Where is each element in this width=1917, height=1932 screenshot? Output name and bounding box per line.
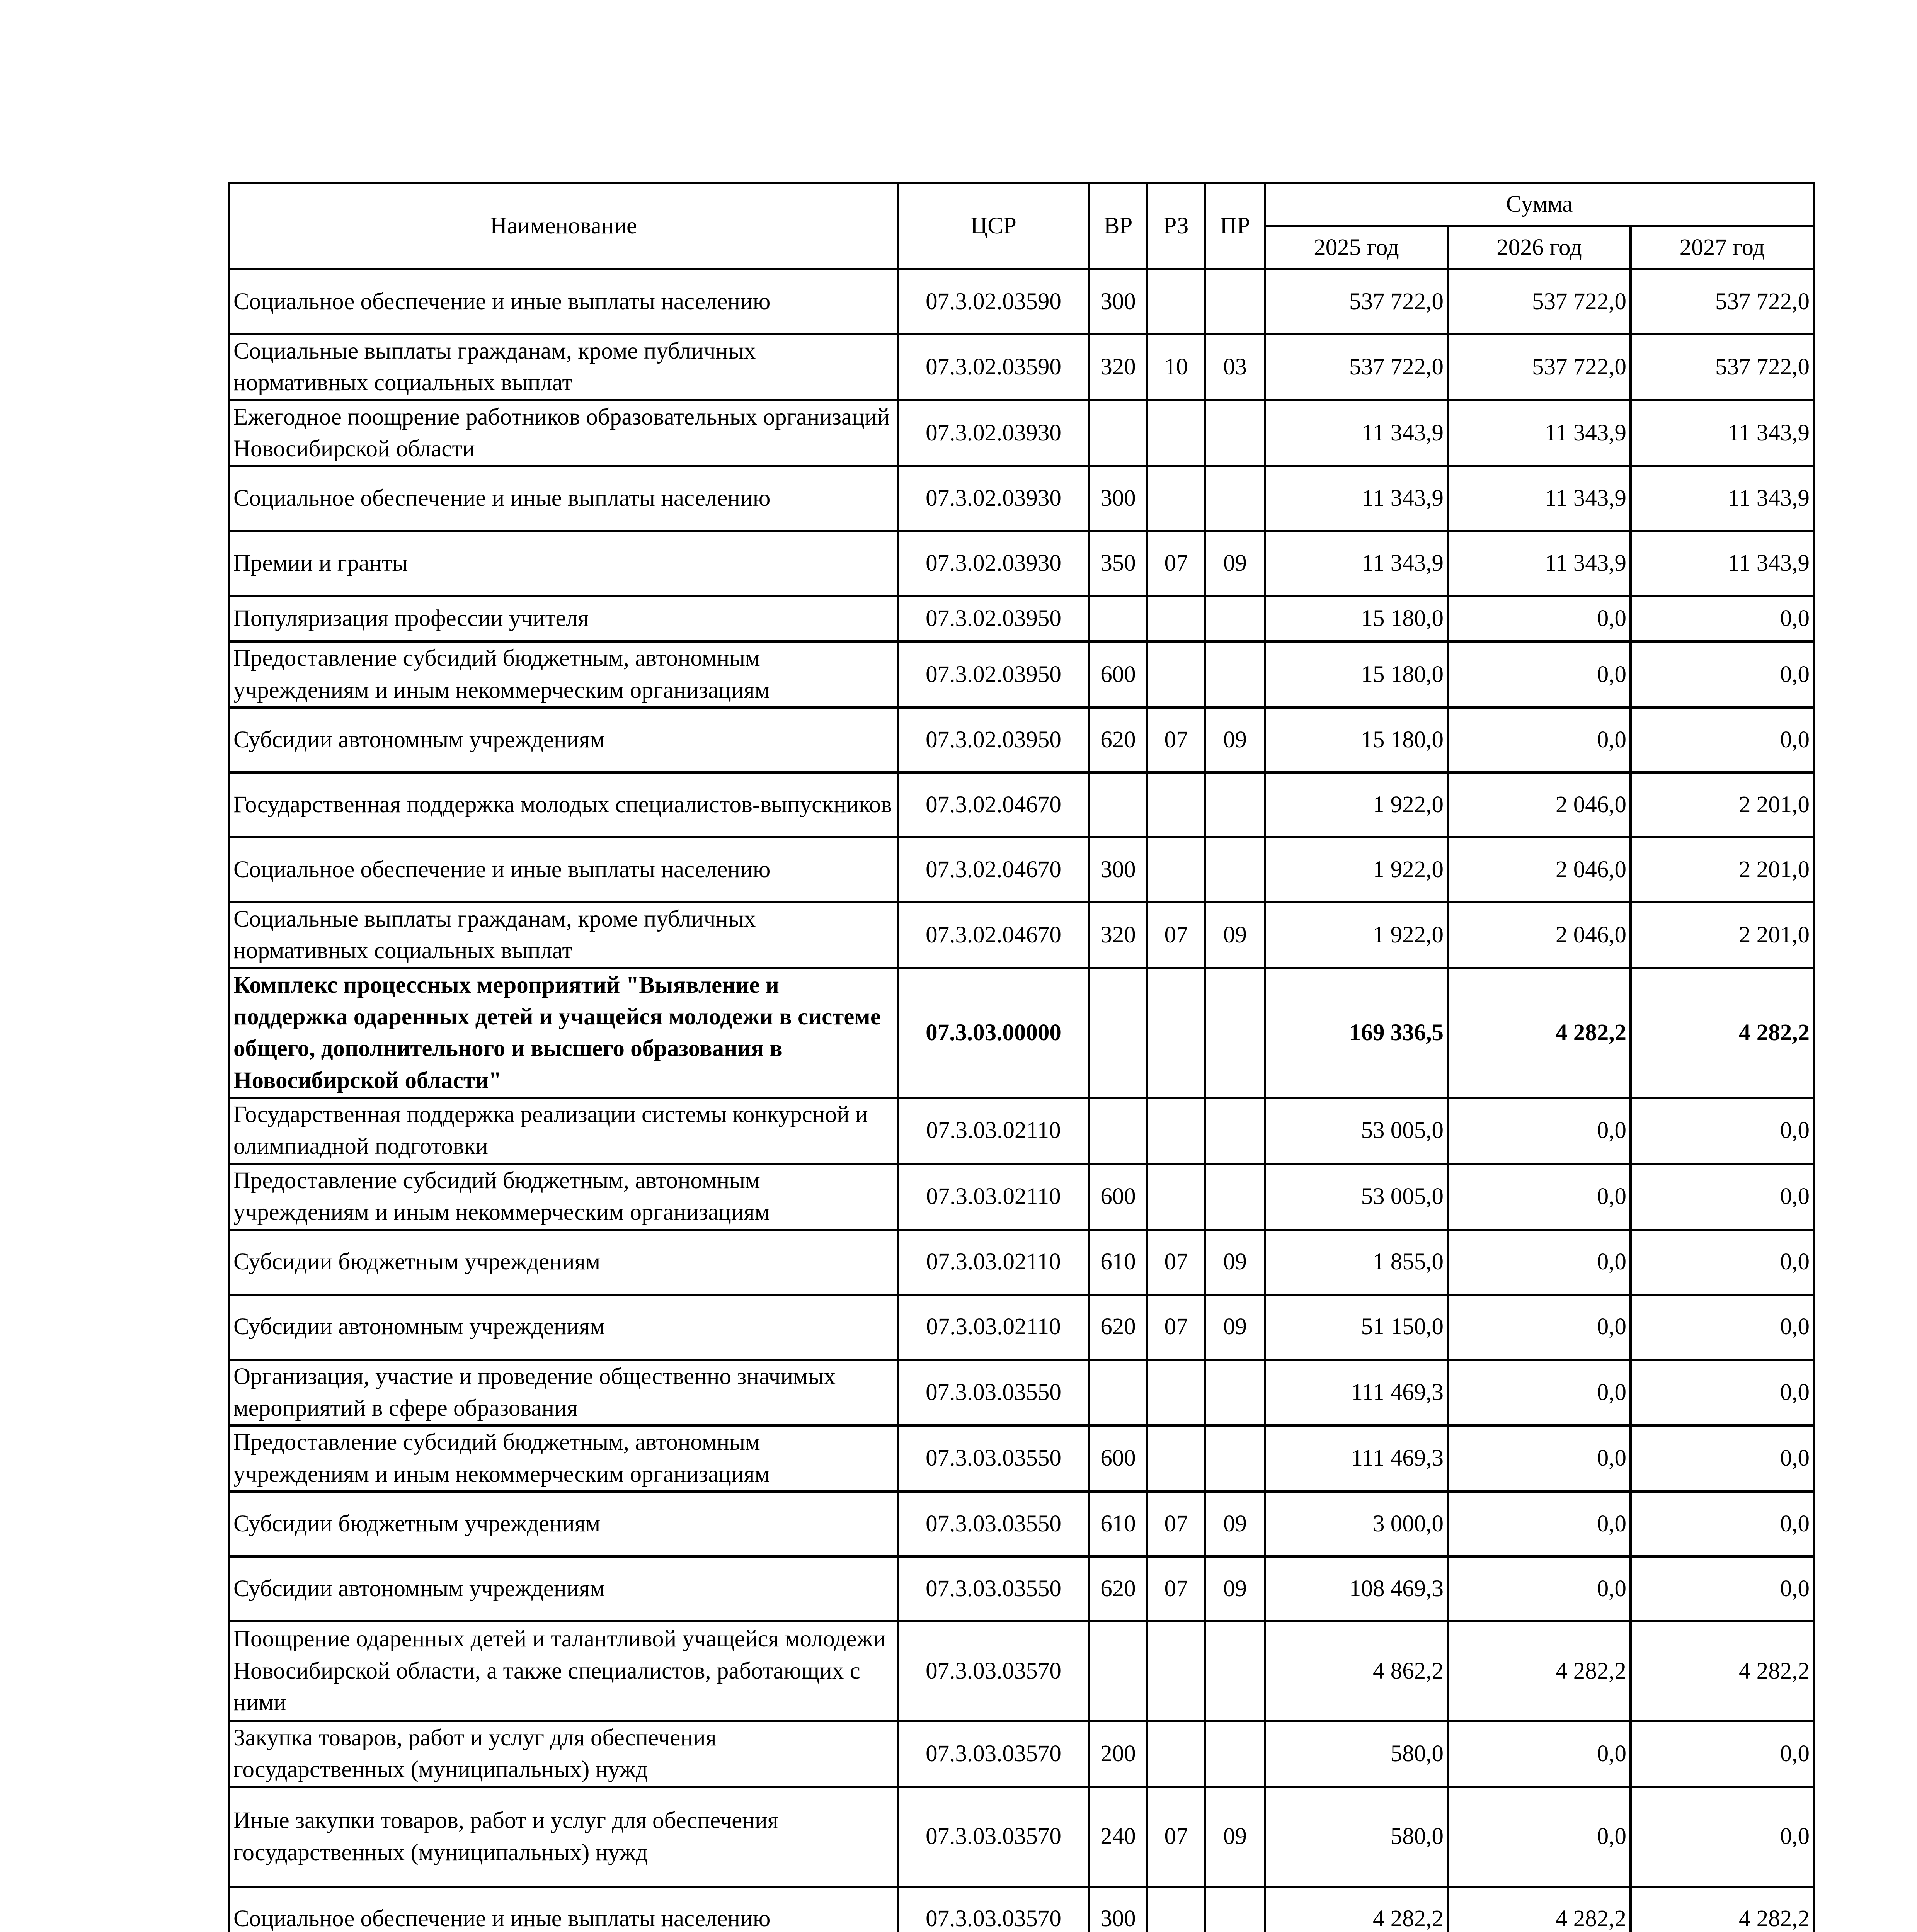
cell-vr: 620 <box>1089 1295 1147 1360</box>
cell-rz: 07 <box>1147 1556 1205 1621</box>
cell-csr: 07.3.02.04670 <box>898 902 1089 968</box>
cell-y2025: 53 005,0 <box>1265 1098 1448 1164</box>
cell-y2027: 4 282,2 <box>1631 1887 1814 1932</box>
cell-y2025: 537 722,0 <box>1265 269 1448 334</box>
cell-y2025: 3 000,0 <box>1265 1492 1448 1556</box>
cell-pr <box>1205 400 1265 466</box>
header-year-2026: 2026 год <box>1448 226 1631 269</box>
cell-name: Социальное обеспечение и иные выплаты населению <box>229 269 898 334</box>
cell-y2026: 2 046,0 <box>1448 772 1631 837</box>
cell-vr <box>1089 968 1147 1098</box>
cell-rz <box>1147 1098 1205 1164</box>
cell-csr: 07.3.02.04670 <box>898 772 1089 837</box>
cell-vr: 200 <box>1089 1721 1147 1787</box>
cell-rz: 07 <box>1147 707 1205 772</box>
cell-y2027: 2 201,0 <box>1631 837 1814 902</box>
cell-y2026: 0,0 <box>1448 1295 1631 1360</box>
cell-pr <box>1205 596 1265 641</box>
cell-name: Социальные выплаты гражданам, кроме публичных нормативных социальных выплат <box>229 902 898 968</box>
cell-csr: 07.3.03.03550 <box>898 1425 1089 1492</box>
cell-rz: 07 <box>1147 531 1205 596</box>
cell-rz <box>1147 641 1205 707</box>
cell-vr: 620 <box>1089 1556 1147 1621</box>
cell-y2026: 537 722,0 <box>1448 269 1631 334</box>
table-row <box>229 1230 1814 1295</box>
table-row <box>229 772 1814 837</box>
cell-y2026: 537 722,0 <box>1448 334 1631 400</box>
table-row <box>229 1621 1814 1721</box>
cell-y2026: 0,0 <box>1448 1787 1631 1887</box>
cell-csr: 07.3.03.02110 <box>898 1295 1089 1360</box>
cell-y2026: 0,0 <box>1448 1230 1631 1295</box>
header-vr: ВР <box>1089 183 1147 269</box>
cell-rz <box>1147 1621 1205 1721</box>
cell-pr: 09 <box>1205 1787 1265 1887</box>
cell-name: Ежегодное поощрение работников образовательных организаций Новосибирской области <box>229 400 898 466</box>
cell-y2027: 0,0 <box>1631 1230 1814 1295</box>
header-rz: РЗ <box>1147 183 1205 269</box>
cell-pr <box>1205 1425 1265 1492</box>
table-row <box>229 1887 1814 1932</box>
cell-vr: 620 <box>1089 707 1147 772</box>
cell-y2025: 111 469,3 <box>1265 1425 1448 1492</box>
cell-y2027: 4 282,2 <box>1631 968 1814 1098</box>
cell-pr <box>1205 466 1265 531</box>
cell-y2027: 0,0 <box>1631 641 1814 707</box>
cell-csr: 07.3.02.03930 <box>898 531 1089 596</box>
cell-rz <box>1147 1721 1205 1787</box>
cell-name: Организация, участие и проведение общественно значимых мероприятий в сфере образования <box>229 1360 898 1426</box>
cell-y2026: 11 343,9 <box>1448 531 1631 596</box>
cell-pr <box>1205 1721 1265 1787</box>
header-sum: Сумма <box>1265 183 1814 226</box>
table-row <box>229 1556 1814 1621</box>
cell-y2027: 537 722,0 <box>1631 269 1814 334</box>
cell-rz: 07 <box>1147 1295 1205 1360</box>
cell-y2025: 111 469,3 <box>1265 1360 1448 1426</box>
cell-vr <box>1089 1098 1147 1164</box>
table-row <box>229 466 1814 531</box>
cell-name: Премии и гранты <box>229 531 898 596</box>
cell-rz <box>1147 1360 1205 1426</box>
cell-y2026: 0,0 <box>1448 707 1631 772</box>
cell-rz <box>1147 400 1205 466</box>
cell-rz <box>1147 269 1205 334</box>
table-row <box>229 707 1814 772</box>
cell-vr: 300 <box>1089 837 1147 902</box>
cell-y2025: 1 922,0 <box>1265 772 1448 837</box>
cell-rz <box>1147 1425 1205 1492</box>
cell-name: Предоставление субсидий бюджетным, автономным учреждениям и иным некоммерческим организациям <box>229 641 898 707</box>
cell-y2025: 15 180,0 <box>1265 641 1448 707</box>
cell-csr: 07.3.02.04670 <box>898 837 1089 902</box>
cell-name: Субсидии автономным учреждениям <box>229 1556 898 1621</box>
cell-y2026: 4 282,2 <box>1448 1621 1631 1721</box>
table-row <box>229 902 1814 968</box>
cell-pr: 09 <box>1205 902 1265 968</box>
cell-y2027: 0,0 <box>1631 1098 1814 1164</box>
cell-y2025: 15 180,0 <box>1265 596 1448 641</box>
cell-y2025: 108 469,3 <box>1265 1556 1448 1621</box>
cell-pr <box>1205 1098 1265 1164</box>
cell-y2027: 0,0 <box>1631 707 1814 772</box>
cell-pr: 09 <box>1205 1295 1265 1360</box>
table-row <box>229 1164 1814 1230</box>
table-row <box>229 1098 1814 1164</box>
cell-name: Государственная поддержка молодых специалистов-выпускников <box>229 772 898 837</box>
cell-rz: 07 <box>1147 1230 1205 1295</box>
cell-pr <box>1205 772 1265 837</box>
cell-y2026: 11 343,9 <box>1448 400 1631 466</box>
cell-vr: 610 <box>1089 1230 1147 1295</box>
cell-y2026: 0,0 <box>1448 641 1631 707</box>
cell-vr <box>1089 1360 1147 1426</box>
cell-rz <box>1147 1164 1205 1230</box>
cell-vr: 320 <box>1089 902 1147 968</box>
cell-pr: 09 <box>1205 1230 1265 1295</box>
table-row <box>229 1360 1814 1426</box>
table-header <box>229 183 1814 269</box>
cell-name: Субсидии бюджетным учреждениям <box>229 1230 898 1295</box>
cell-y2027: 0,0 <box>1631 1721 1814 1787</box>
cell-pr <box>1205 1621 1265 1721</box>
cell-y2025: 1 922,0 <box>1265 902 1448 968</box>
cell-rz <box>1147 772 1205 837</box>
cell-y2027: 2 201,0 <box>1631 772 1814 837</box>
cell-pr: 09 <box>1205 1556 1265 1621</box>
cell-y2027: 0,0 <box>1631 1360 1814 1426</box>
cell-y2026: 0,0 <box>1448 1360 1631 1426</box>
cell-rz <box>1147 837 1205 902</box>
cell-y2026: 0,0 <box>1448 596 1631 641</box>
cell-pr <box>1205 1360 1265 1426</box>
cell-pr: 09 <box>1205 707 1265 772</box>
cell-name: Субсидии бюджетным учреждениям <box>229 1492 898 1556</box>
cell-rz: 10 <box>1147 334 1205 400</box>
cell-vr: 300 <box>1089 1887 1147 1932</box>
cell-y2027: 0,0 <box>1631 1425 1814 1492</box>
cell-name: Закупка товаров, работ и услуг для обеспечения государственных (муниципальных) нужд <box>229 1721 898 1787</box>
cell-name: Популяризация профессии учителя <box>229 596 898 641</box>
cell-csr: 07.3.02.03950 <box>898 707 1089 772</box>
cell-csr: 07.3.03.00000 <box>898 968 1089 1098</box>
cell-y2025: 53 005,0 <box>1265 1164 1448 1230</box>
cell-y2025: 51 150,0 <box>1265 1295 1448 1360</box>
cell-y2026: 4 282,2 <box>1448 1887 1631 1932</box>
cell-name: Предоставление субсидий бюджетным, автономным учреждениям и иным некоммерческим организациям <box>229 1425 898 1492</box>
cell-y2025: 11 343,9 <box>1265 400 1448 466</box>
cell-pr: 09 <box>1205 531 1265 596</box>
cell-pr <box>1205 968 1265 1098</box>
cell-pr: 03 <box>1205 334 1265 400</box>
header-pr: ПР <box>1205 183 1265 269</box>
cell-csr: 07.3.02.03930 <box>898 466 1089 531</box>
cell-y2025: 169 336,5 <box>1265 968 1448 1098</box>
cell-y2027: 537 722,0 <box>1631 334 1814 400</box>
cell-csr: 07.3.03.02110 <box>898 1164 1089 1230</box>
cell-y2027: 2 201,0 <box>1631 902 1814 968</box>
cell-y2025: 1 922,0 <box>1265 837 1448 902</box>
cell-csr: 07.3.02.03950 <box>898 641 1089 707</box>
table-row <box>229 1721 1814 1787</box>
cell-y2026: 0,0 <box>1448 1556 1631 1621</box>
cell-pr <box>1205 1887 1265 1932</box>
cell-vr: 600 <box>1089 641 1147 707</box>
cell-vr <box>1089 596 1147 641</box>
cell-name: Социальные выплаты гражданам, кроме публичных нормативных социальных выплат <box>229 334 898 400</box>
cell-y2025: 580,0 <box>1265 1721 1448 1787</box>
cell-csr: 07.3.03.03550 <box>898 1556 1089 1621</box>
cell-y2025: 11 343,9 <box>1265 466 1448 531</box>
cell-y2025: 537 722,0 <box>1265 334 1448 400</box>
cell-pr <box>1205 1164 1265 1230</box>
cell-name: Социальное обеспечение и иные выплаты населению <box>229 837 898 902</box>
cell-y2025: 15 180,0 <box>1265 707 1448 772</box>
table-row <box>229 968 1814 1098</box>
cell-y2027: 11 343,9 <box>1631 400 1814 466</box>
cell-y2026: 0,0 <box>1448 1425 1631 1492</box>
cell-y2025: 4 282,2 <box>1265 1887 1448 1932</box>
cell-vr: 600 <box>1089 1164 1147 1230</box>
cell-y2026: 0,0 <box>1448 1098 1631 1164</box>
cell-rz <box>1147 1887 1205 1932</box>
cell-csr: 07.3.02.03590 <box>898 334 1089 400</box>
cell-name: Предоставление субсидий бюджетным, автономным учреждениям и иным некоммерческим организациям <box>229 1164 898 1230</box>
cell-rz: 07 <box>1147 902 1205 968</box>
header-name: Наименование <box>229 183 898 269</box>
cell-rz <box>1147 466 1205 531</box>
cell-vr: 240 <box>1089 1787 1147 1887</box>
cell-rz: 07 <box>1147 1787 1205 1887</box>
cell-y2027: 0,0 <box>1631 1787 1814 1887</box>
table-row <box>229 400 1814 466</box>
cell-y2027: 0,0 <box>1631 1295 1814 1360</box>
cell-y2027: 4 282,2 <box>1631 1621 1814 1721</box>
cell-vr <box>1089 772 1147 837</box>
cell-csr: 07.3.02.03930 <box>898 400 1089 466</box>
cell-y2025: 1 855,0 <box>1265 1230 1448 1295</box>
table-row <box>229 1425 1814 1492</box>
table-body <box>229 269 1814 1932</box>
cell-name: Социальное обеспечение и иные выплаты населению <box>229 1887 898 1932</box>
cell-csr: 07.3.02.03950 <box>898 596 1089 641</box>
table-row <box>229 837 1814 902</box>
cell-y2025: 4 862,2 <box>1265 1621 1448 1721</box>
cell-name: Комплекс процессных мероприятий "Выявление и поддержка одаренных детей и учащейся молодежи в системе общего, дополнительного и высшего образования в Новосибирской области" <box>229 968 898 1098</box>
cell-csr: 07.3.03.03550 <box>898 1492 1089 1556</box>
table-row <box>229 1787 1814 1887</box>
cell-pr <box>1205 641 1265 707</box>
cell-y2025: 580,0 <box>1265 1787 1448 1887</box>
cell-y2027: 11 343,9 <box>1631 531 1814 596</box>
table-row <box>229 269 1814 334</box>
cell-vr: 350 <box>1089 531 1147 596</box>
table-row <box>229 596 1814 641</box>
cell-y2027: 11 343,9 <box>1631 466 1814 531</box>
cell-y2027: 0,0 <box>1631 1556 1814 1621</box>
cell-vr: 300 <box>1089 269 1147 334</box>
cell-name: Социальное обеспечение и иные выплаты населению <box>229 466 898 531</box>
cell-rz <box>1147 596 1205 641</box>
cell-y2026: 0,0 <box>1448 1492 1631 1556</box>
cell-vr: 300 <box>1089 466 1147 531</box>
cell-name: Поощрение одаренных детей и талантливой учащейся молодежи Новосибирской области, а также специалистов, работающих с ними <box>229 1621 898 1721</box>
cell-y2026: 0,0 <box>1448 1721 1631 1787</box>
cell-name: Иные закупки товаров, работ и услуг для обеспечения государственных (муниципальных) нужд <box>229 1787 898 1887</box>
cell-vr: 610 <box>1089 1492 1147 1556</box>
cell-y2027: 0,0 <box>1631 1492 1814 1556</box>
cell-name: Субсидии автономным учреждениям <box>229 707 898 772</box>
cell-vr: 320 <box>1089 334 1147 400</box>
cell-y2026: 2 046,0 <box>1448 902 1631 968</box>
budget-table <box>228 182 1815 1932</box>
cell-pr: 09 <box>1205 1492 1265 1556</box>
cell-pr <box>1205 269 1265 334</box>
header-year-2025: 2025 год <box>1265 226 1448 269</box>
table-row <box>229 531 1814 596</box>
cell-y2026: 0,0 <box>1448 1164 1631 1230</box>
cell-y2027: 0,0 <box>1631 596 1814 641</box>
cell-csr: 07.3.03.02110 <box>898 1098 1089 1164</box>
cell-csr: 07.3.03.03570 <box>898 1787 1089 1887</box>
cell-vr: 600 <box>1089 1425 1147 1492</box>
header-csr: ЦСР <box>898 183 1089 269</box>
cell-csr: 07.3.02.03590 <box>898 269 1089 334</box>
cell-y2025: 11 343,9 <box>1265 531 1448 596</box>
header-year-2027: 2027 год <box>1631 226 1814 269</box>
table-row <box>229 1295 1814 1360</box>
cell-csr: 07.3.03.03570 <box>898 1721 1089 1787</box>
table-row <box>229 1492 1814 1556</box>
cell-pr <box>1205 837 1265 902</box>
cell-csr: 07.3.03.03570 <box>898 1621 1089 1721</box>
cell-rz <box>1147 968 1205 1098</box>
cell-csr: 07.3.03.03550 <box>898 1360 1089 1426</box>
cell-vr <box>1089 400 1147 466</box>
cell-y2026: 11 343,9 <box>1448 466 1631 531</box>
cell-y2027: 0,0 <box>1631 1164 1814 1230</box>
cell-name: Государственная поддержка реализации системы конкурсной и олимпиадной подготовки <box>229 1098 898 1164</box>
table-row <box>229 334 1814 400</box>
cell-csr: 07.3.03.03570 <box>898 1887 1089 1932</box>
table-row <box>229 641 1814 707</box>
cell-rz: 07 <box>1147 1492 1205 1556</box>
cell-y2026: 2 046,0 <box>1448 837 1631 902</box>
cell-csr: 07.3.03.02110 <box>898 1230 1089 1295</box>
cell-name: Субсидии автономным учреждениям <box>229 1295 898 1360</box>
cell-vr <box>1089 1621 1147 1721</box>
cell-y2026: 4 282,2 <box>1448 968 1631 1098</box>
